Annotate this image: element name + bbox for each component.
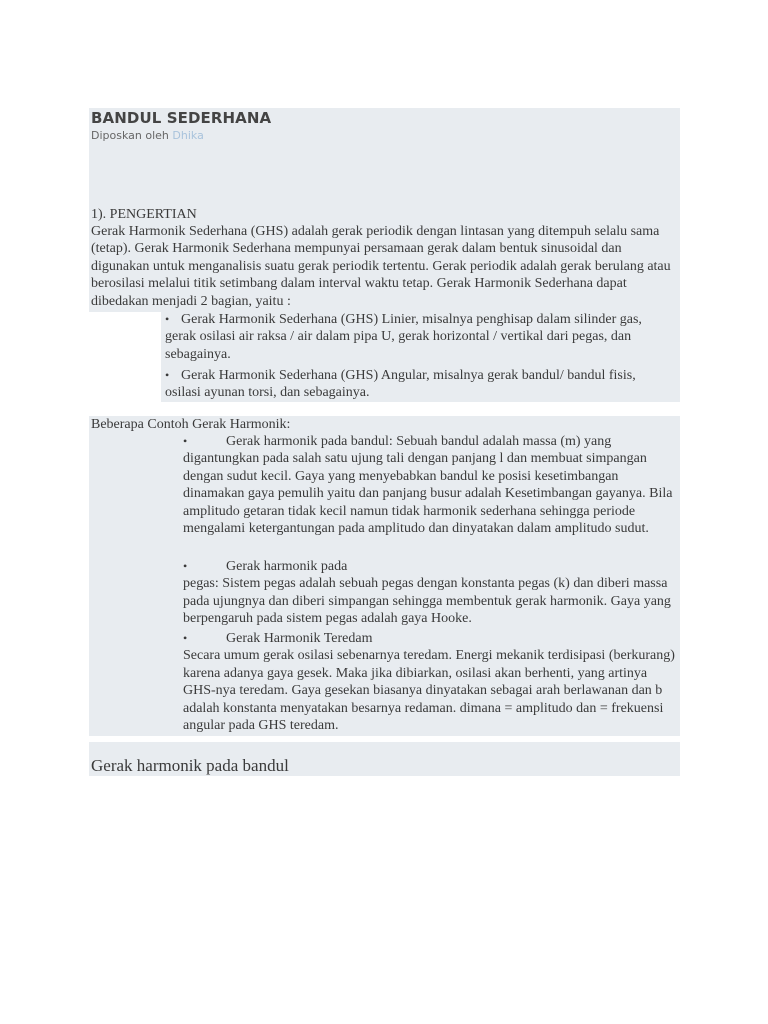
list-item-body: Secara umum gerak osilasi sebenarnya teredam. Energi mekanik terdisipasi (berkurang) karena adanya gaya gesek. Maka jika dibiarkan, osilasi akan berhenti, yang artinya GHS-nya teredam. Gaya gesekan biasanya dinyatakan sebagai arah berlawanan dan b adalah konstanta menyatakan besarnya redaman. dimana = amplitudo dan = frekuensi angular pada GHS teredam. bbox=[183, 648, 675, 734]
section-heading-contoh: Beberapa Contoh Gerak Harmonik: bbox=[91, 417, 291, 432]
list-item-lead: Gerak harmonik pada bandul: Sebuah bandul adalah massa (m) yang bbox=[226, 434, 612, 449]
list-item-body: digantungkan pada salah satu ujung tali dengan panjang l dan membuat simpangan dengan sudut kecil. Gaya yang menyebabkan bandul ke posisi kesetimbangan dinamakan gaya pemulih yaitu dan panjang busur adalah Kesetimbangan gayanya. Bila amplitudo getaran tidak kecil namun tidak harmonik sederhana sehingga periode mengalami ketergantungan pada amplitudo dan dinyatakan dalam amplitudo sudut. bbox=[183, 451, 673, 537]
list-item-lead: Gerak harmonik pada bbox=[226, 559, 348, 574]
list-item bbox=[183, 630, 683, 736]
bullet-icon: • bbox=[183, 559, 188, 573]
author-link[interactable]: Dhika bbox=[172, 129, 204, 142]
pengertian-paragraph: Gerak Harmonik Sederhana (GHS) adalah gerak periodik dengan lintasan yang ditempuh selalu sama (tetap). Gerak Harmonik Sederhana mempunyai persamaan gerak dalam bentuk sinusoidal dan digunakan untuk menganalisis suatu gerak periodik tertentu. Gerak periodik adalah gerak berulang atau berosilasi melalui titik setimbang dalam interval waktu tetap. Gerak Harmonik Sederhana dapat dibedakan menjadi 2 bagian, yaitu : bbox=[91, 224, 671, 309]
list-item-body: pegas: Sistem pegas adalah sebuah pegas dengan konstanta pegas (k) dan diberi massa pada ujungnya dan diberi simpangan sehingga membentuk gerak harmonik. Gaya yang berpengaruh pada sistem pegas adalah gaya Hooke. bbox=[183, 576, 671, 627]
bullet-icon: • bbox=[165, 368, 170, 382]
bullet-icon: • bbox=[183, 631, 188, 645]
list-item bbox=[165, 311, 685, 365]
byline-prefix: Diposkan oleh bbox=[91, 129, 173, 142]
list-item-body: gerak osilasi air raksa / air dalam pipa U, gerak horizontal / vertikal dari pegas, dan sebagainya. bbox=[165, 329, 632, 362]
footer-heading: Gerak harmonik pada bandul bbox=[91, 756, 289, 775]
list-item-body: osilasi ayunan torsi, dan sebagainya. bbox=[165, 385, 370, 401]
bullet-icon: • bbox=[165, 312, 170, 326]
bullet-icon: • bbox=[183, 434, 188, 448]
list-item bbox=[183, 433, 683, 555]
list-item-lead: Gerak Harmonik Teredam bbox=[226, 631, 373, 646]
post-byline bbox=[91, 129, 204, 142]
list-item bbox=[183, 558, 683, 628]
list-item bbox=[165, 367, 685, 403]
section-heading-pengertian: 1). PENGERTIAN bbox=[91, 207, 197, 222]
list-item-lead: Gerak Harmonik Sederhana (GHS) Linier, misalnya penghisap dalam silinder gas, bbox=[181, 312, 642, 327]
list-item-lead: Gerak Harmonik Sederhana (GHS) Angular, misalnya gerak bandul/ bandul fisis, bbox=[181, 368, 636, 383]
post-title: BANDUL SEDERHANA bbox=[91, 109, 272, 127]
